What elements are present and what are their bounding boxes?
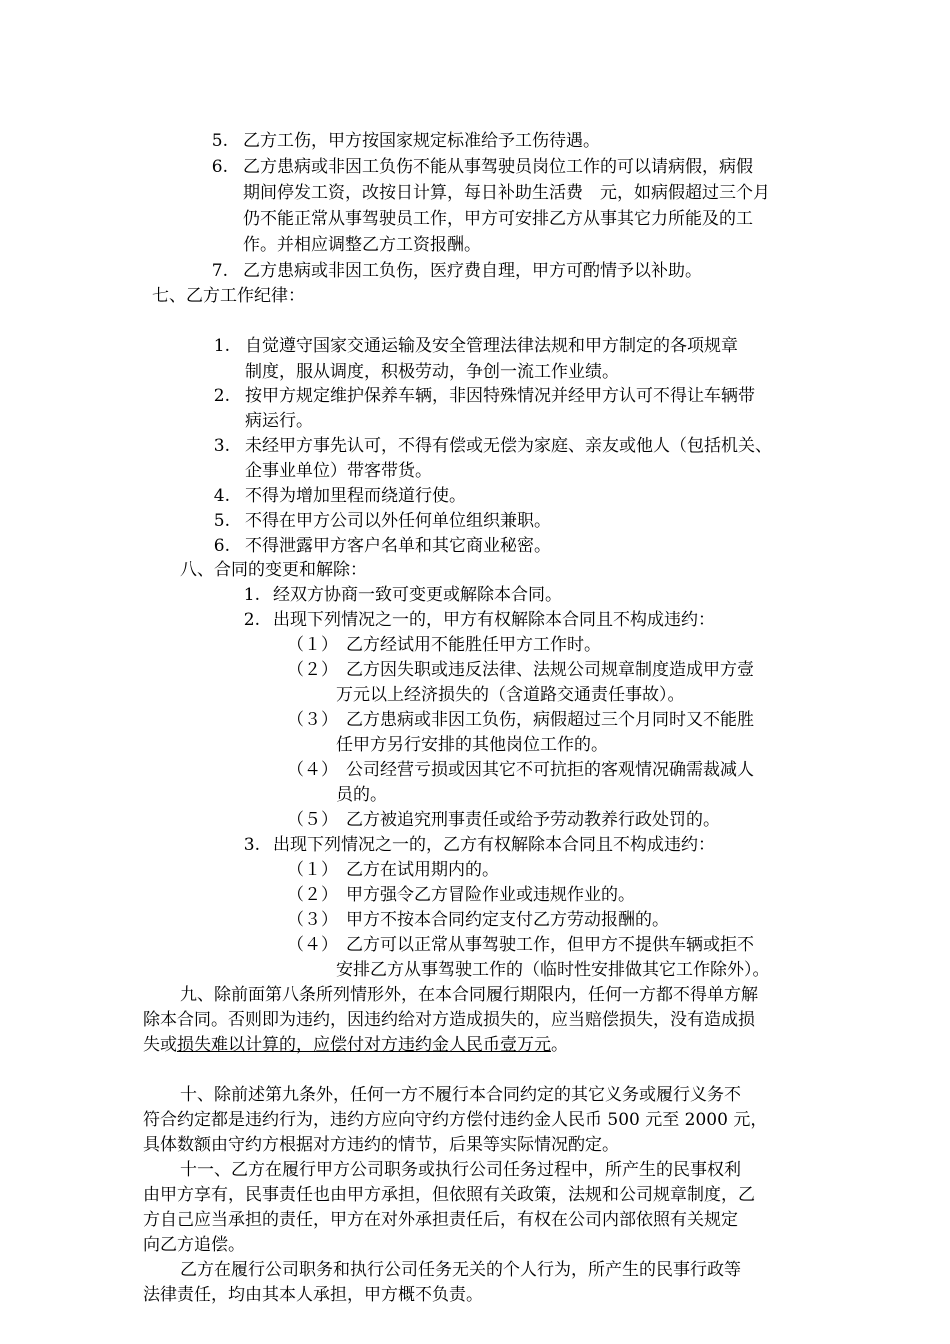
- list-text: 自觉遵守国家交通运输及安全管理法律法规和甲方制定的各项规章: [245, 336, 738, 356]
- paragraph-line: 方自己应当承担的责任，甲方在对外承担责任后，有权在公司内部依照有关规定: [143, 1210, 738, 1230]
- sub-list-number: （２）: [287, 660, 338, 680]
- list-text: 企事业单位）带客带货。: [245, 461, 432, 481]
- sub-list-number: （２）: [287, 885, 338, 905]
- section7-heading: 七、乙方工作纪律：: [152, 286, 305, 306]
- paragraph-line: 具体数额由守约方根据对方违约的情节，后果等实际情况酌定。: [143, 1135, 619, 1155]
- list-number: 3.: [243, 835, 260, 855]
- paragraph-line: 十一、乙方在履行甲方公司职务或执行公司任务过程中，所产生的民事权利: [180, 1160, 741, 1180]
- list-text: 不得泄露甲方客户名单和其它商业秘密。: [245, 536, 551, 556]
- sub-list-text: 甲方强令乙方冒险作业或违规作业的。: [346, 885, 635, 905]
- sub-list-text: 乙方患病或非因工负伤，病假超过三个月同时又不能胜: [346, 710, 754, 730]
- paragraph-line: 法律责任，均由其本人承担，甲方概不负责。: [143, 1285, 483, 1305]
- list-number: 1.: [243, 585, 260, 605]
- section8-heading: 八、合同的变更和解除：: [180, 560, 367, 580]
- list-text: 出现下列情况之一的，甲方有权解除本合同且不构成违约：: [273, 610, 715, 630]
- paragraph-line: 除本合同。否则即为违约，因违约给对方造成损失的，应当赔偿损失，没有造成损: [143, 1010, 755, 1030]
- list-text: 乙方患病或非因工负伤不能从事驾驶员岗位工作的可以请病假，病假: [243, 157, 753, 177]
- sub-list-text: 员的。: [336, 785, 387, 805]
- list-number: 4.: [213, 486, 230, 506]
- list-text: 制度，服从调度，积极劳动，争创一流工作业绩。: [245, 362, 619, 382]
- list-number: 5.: [211, 131, 228, 151]
- sub-list-text: 任甲方另行安排的其他岗位工作的。: [336, 735, 608, 755]
- underlined-text: 损失难以计算的，应偿付对方违约金人民币壹万元: [177, 1035, 551, 1055]
- list-number: 2.: [243, 610, 260, 630]
- sub-list-text: 乙方在试用期内的。: [346, 860, 499, 880]
- paragraph-line-last: [143, 1033, 568, 1058]
- list-text: 乙方工伤，甲方按国家规定标准给予工伤待遇。: [243, 131, 600, 151]
- paragraph-text: 。: [551, 1035, 568, 1055]
- list-text: 不得在甲方公司以外任何单位组织兼职。: [245, 511, 551, 531]
- list-text: 仍不能正常从事驾驶员工作，甲方可安排乙方从事其它力所能及的工: [243, 209, 753, 229]
- list-text: 病运行。: [245, 411, 313, 431]
- sub-list-text: 公司经营亏损或因其它不可抗拒的客观情况确需裁减人: [346, 760, 754, 780]
- list-text: 出现下列情况之一的，乙方有权解除本合同且不构成违约：: [273, 835, 715, 855]
- sub-list-text: 乙方可以正常从事驾驶工作，但甲方不提供车辆或拒不: [346, 935, 754, 955]
- paragraph-line: 十、除前述第九条外，任何一方不履行本合同约定的其它义务或履行义务不: [180, 1085, 741, 1105]
- paragraph-line: 向乙方追偿。: [143, 1235, 245, 1255]
- list-number: 5.: [213, 511, 230, 531]
- list-number: 6.: [213, 536, 230, 556]
- list-text: 期间停发工资，改按日计算，每日补助生活费 元，如病假超过三个月: [243, 183, 770, 203]
- sub-list-text: 乙方经试用不能胜任甲方工作时。: [346, 635, 601, 655]
- sub-list-number: （４）: [287, 760, 338, 780]
- list-number: 3.: [213, 436, 230, 456]
- sub-list-number: （４）: [287, 935, 338, 955]
- paragraph-text: 失或: [143, 1035, 177, 1055]
- sub-list-number: （３）: [287, 710, 338, 730]
- sub-list-number: （３）: [287, 910, 338, 930]
- list-text: 作。并相应调整乙方工资报酬。: [243, 235, 481, 255]
- list-text: 经双方协商一致可变更或解除本合同。: [273, 585, 562, 605]
- list-number: 1.: [213, 336, 230, 356]
- paragraph-line: 由甲方享有，民事责任也由甲方承担，但依照有关政策，法规和公司规章制度，乙: [143, 1185, 755, 1205]
- paragraph-line: 符合约定都是违约行为，违约方应向守约方偿付违约金人民币 500 元至 2000 元，: [143, 1110, 768, 1130]
- list-text: 乙方患病或非因工负伤，医疗费自理，甲方可酌情予以补助。: [243, 261, 702, 281]
- sub-list-text: 甲方不按本合同约定支付乙方劳动报酬的。: [346, 910, 669, 930]
- list-number: 7.: [211, 261, 228, 281]
- paragraph-line: 九、除前面第八条所列情形外，在本合同履行期限内，任何一方都不得单方解: [180, 985, 758, 1005]
- list-text: 不得为增加里程而绕道行使。: [245, 486, 466, 506]
- sub-list-text: 安排乙方从事驾驶工作的（临时性安排做其它工作除外）。: [336, 960, 770, 980]
- paragraph-line: 乙方在履行公司职务和执行公司任务无关的个人行为，所产生的民事行政等: [180, 1260, 741, 1280]
- sub-list-number: （１）: [287, 635, 338, 655]
- sub-list-text: 万元以上经济损失的（含道路交通责任事故）。: [336, 685, 685, 705]
- list-text: 按甲方规定维护保养车辆，非因特殊情况并经甲方认可不得让车辆带: [245, 386, 755, 406]
- sub-list-text: 乙方被追究刑事责任或给予劳动教养行政处罚的。: [346, 810, 720, 830]
- list-text: 未经甲方事先认可，不得有偿或无偿为家庭、亲友或他人（包括机关、: [245, 436, 772, 456]
- list-number: 2.: [213, 386, 230, 406]
- list-number: 6.: [211, 157, 228, 177]
- sub-list-text: 乙方因失职或违反法律、法规公司规章制度造成甲方壹: [346, 660, 754, 680]
- sub-list-number: （５）: [287, 810, 338, 830]
- sub-list-number: （１）: [287, 860, 338, 880]
